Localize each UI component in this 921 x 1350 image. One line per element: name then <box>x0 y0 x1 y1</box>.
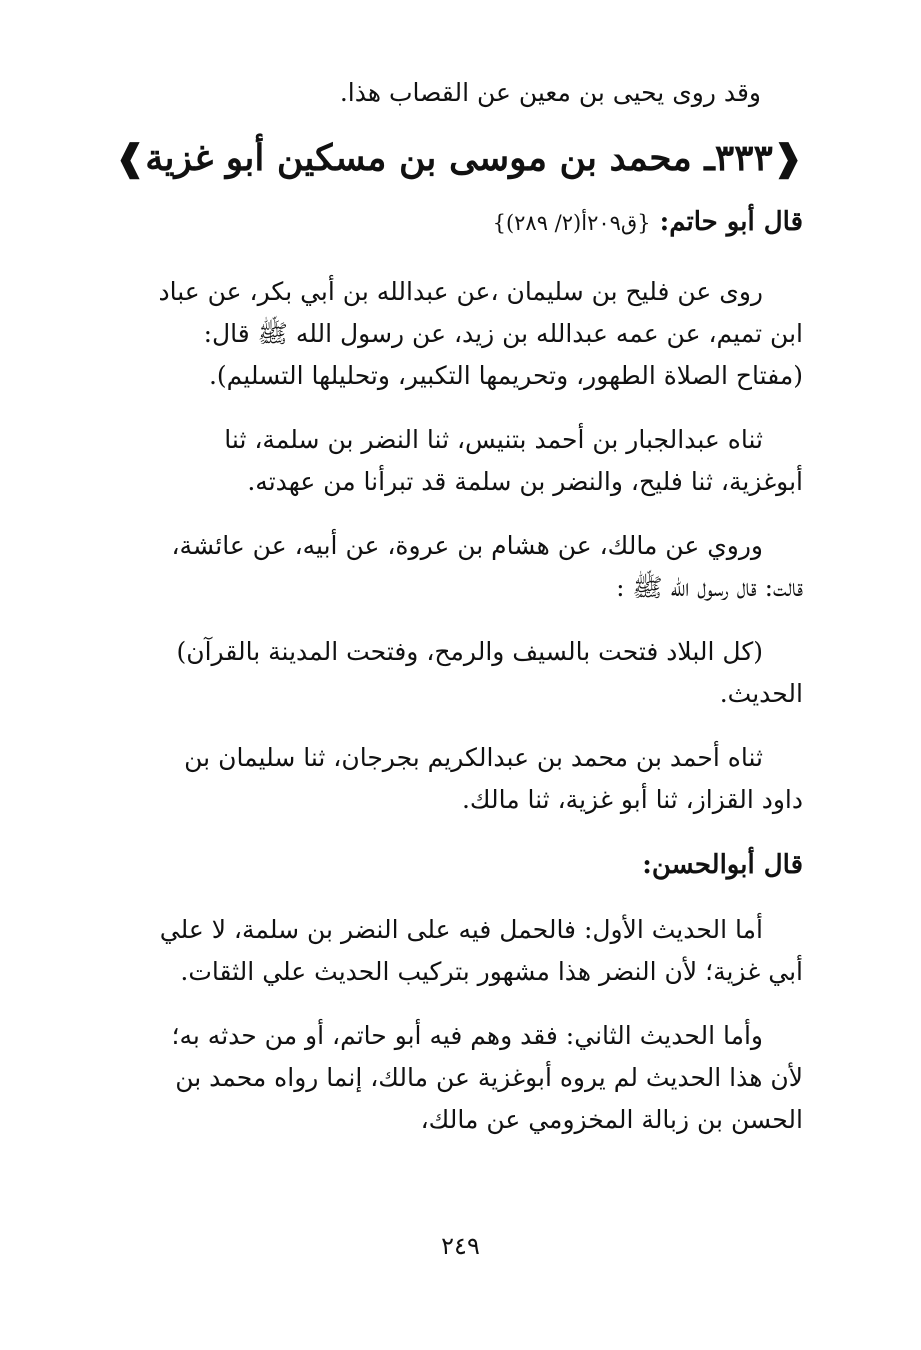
paragraph-5 <box>128 737 803 821</box>
paragraph-line: داود القزاز، ثنا أبو غزية، ثنا مالك. <box>461 785 803 814</box>
paragraph-line: أبوغزية، ثنا فليح، والنضر بن سلمة قد تبرأنا من عهدته. <box>247 467 803 496</box>
intro-line: وقد روى يحيى بن معين عن القصاب هذا. <box>339 78 761 107</box>
paragraph-line: ثناه أحمد بن محمد بن عبدالكريم بجرجان، ثنا سليمان بن <box>184 743 763 772</box>
paragraph-line: الحسن بن زبالة المخزومي عن مالك، <box>420 1105 803 1134</box>
paragraph-line: ابن تميم، عن عمه عبدالله بن زيد، عن رسول الله ﷺ قال: <box>203 319 803 348</box>
paragraph-line: أما الحديث الأول: فالحمل فيه على النضر بن سلمة، لا علي <box>159 915 763 944</box>
paragraph-line: وروي عن مالك، عن هشام بن عروة، عن أبيه، عن عائشة، <box>171 531 763 560</box>
paragraph-line: قالت: قال رسول الله ﷺ : <box>616 573 803 602</box>
paragraph-line: روى عن فليح بن سليمان ،عن عبدالله بن أبي بكر، عن عباد <box>158 277 763 306</box>
manuscript-reference: {ق٢٠٩أ(٢/ ٢٨٩)} <box>492 211 651 235</box>
section-label-abul-hasan: قال أبوالحسن: <box>642 850 803 880</box>
paragraph-2 <box>128 419 803 503</box>
paragraph-line: (كل البلاد فتحت بالسيف والرمح، وفتحت المدينة بالقرآن) <box>176 637 763 666</box>
page-number: ٢٤٩ <box>441 1232 480 1260</box>
section-label-abu-hatim <box>128 200 803 245</box>
section-label-text: قال أبو حاتم: <box>659 207 803 237</box>
paragraph-line: لأن هذا الحديث لم يروه أبوغزية عن مالك، إنما رواه محمد بن <box>175 1063 803 1092</box>
paragraph-line: الحديث. <box>719 679 803 708</box>
paragraph-line: (مفتاح الصلاة الطهور، وتحريمها التكبير، وتحليلها التسليم). <box>208 361 803 390</box>
paragraph-7 <box>128 1015 803 1141</box>
paragraph-4 <box>128 631 803 715</box>
paragraph-line: ثناه عبدالجبار بن أحمد بتنيس، ثنا النضر بن سلمة، ثنا <box>224 425 763 454</box>
paragraph-3 <box>128 525 803 609</box>
paragraph-1 <box>128 271 803 397</box>
paragraph-line: وأما الحديث الثاني: فقد وهم فيه أبو حاتم، أو من حدثه به؛ <box>171 1021 763 1050</box>
paragraph-line: أبي غزية؛ لأن النضر هذا مشهور بتركيب الحديث علي الثقات. <box>180 957 803 986</box>
paragraph-6 <box>128 909 803 993</box>
entry-title: ❰٣٣٣ـ محمد بن موسى بن مسكين أبو غزية❱ <box>115 137 803 179</box>
